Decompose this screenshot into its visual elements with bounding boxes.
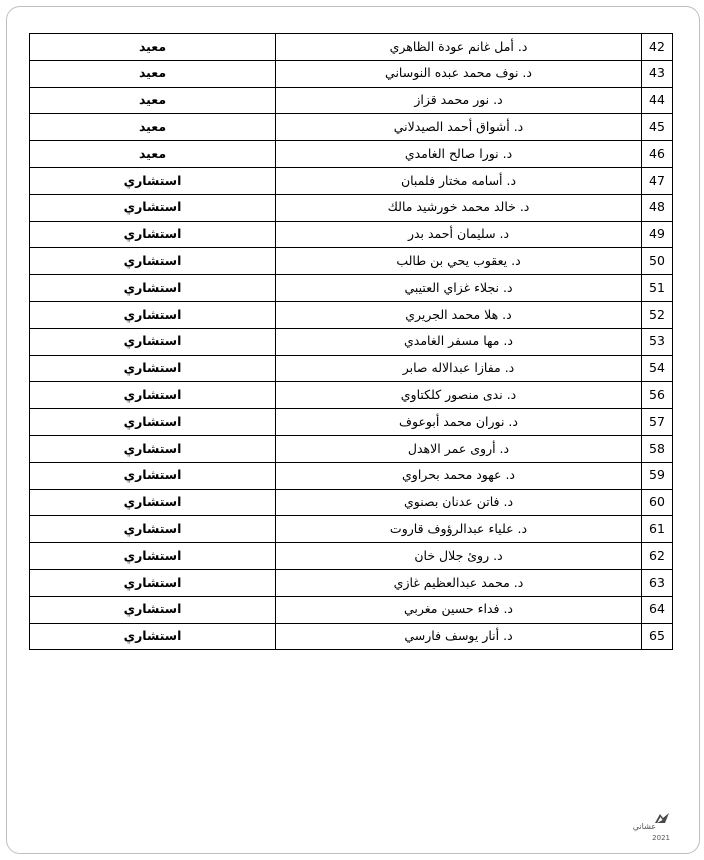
name-cell: د. عهود محمد بحراوي (276, 462, 642, 489)
number-cell: 54 (642, 355, 673, 382)
number-cell: 43 (642, 60, 673, 87)
number-cell: 64 (642, 596, 673, 623)
title-cell: استشاري (30, 221, 276, 248)
number-cell: 61 (642, 516, 673, 543)
title-cell: استشاري (30, 435, 276, 462)
number-cell: 51 (642, 275, 673, 302)
title-cell: استشاري (30, 409, 276, 436)
name-cell: د. مفازا عبدالاله صابر (276, 355, 642, 382)
name-cell: د. فاتن عدنان بصنوي (276, 489, 642, 516)
name-cell: د. أنار يوسف فارسي (276, 623, 642, 650)
number-cell: 56 (642, 382, 673, 409)
table-row (30, 569, 673, 596)
name-cell: د. نوران محمد أبوعوف (276, 409, 642, 436)
title-cell: استشاري (30, 167, 276, 194)
table-row (30, 275, 673, 302)
swoosh-logo-icon (654, 812, 670, 824)
number-cell: 62 (642, 543, 673, 570)
roster-table-body (30, 34, 673, 650)
name-cell: د. محمد عبدالعظيم غازي (276, 569, 642, 596)
table-row (30, 301, 673, 328)
name-cell: د. روئ جلال خان (276, 543, 642, 570)
table-row (30, 167, 673, 194)
table-row (30, 87, 673, 114)
title-cell: معيد (30, 60, 276, 87)
table-row (30, 114, 673, 141)
number-cell: 48 (642, 194, 673, 221)
name-cell: د. أمل غانم عودة الظاهري (276, 34, 642, 61)
number-cell: 46 (642, 141, 673, 168)
table-row (30, 435, 673, 462)
table-row (30, 489, 673, 516)
name-cell: د. أسامه مختار فلمبان (276, 167, 642, 194)
title-cell: استشاري (30, 248, 276, 275)
table-row (30, 516, 673, 543)
number-cell: 42 (642, 34, 673, 61)
title-cell: استشاري (30, 382, 276, 409)
name-cell: د. خالد محمد خورشيد مالك (276, 194, 642, 221)
number-cell: 59 (642, 462, 673, 489)
name-cell: د. يعقوب يحي بن طالب (276, 248, 642, 275)
name-cell: د. مها مسفر الغامدي (276, 328, 642, 355)
title-cell: استشاري (30, 355, 276, 382)
number-cell: 50 (642, 248, 673, 275)
name-cell: د. أروى عمر الاهدل (276, 435, 642, 462)
name-cell: د. ندى منصور كلكتاوي (276, 382, 642, 409)
name-cell: د. أشواق أحمد الصيدلاني (276, 114, 642, 141)
logo-year: 2021 (652, 834, 670, 842)
title-cell: معيد (30, 141, 276, 168)
number-cell: 52 (642, 301, 673, 328)
table-row (30, 60, 673, 87)
name-cell: د. نجلاء غزاي العتيبي (276, 275, 642, 302)
table-row (30, 328, 673, 355)
title-cell: استشاري (30, 328, 276, 355)
title-cell: استشاري (30, 596, 276, 623)
table-row (30, 141, 673, 168)
title-cell: استشاري (30, 301, 276, 328)
number-cell: 63 (642, 569, 673, 596)
title-cell: معيد (30, 87, 276, 114)
title-cell: استشاري (30, 194, 276, 221)
name-cell: د. نوف محمد عبده النوساني (276, 60, 642, 87)
table-row (30, 34, 673, 61)
title-cell: استشاري (30, 275, 276, 302)
number-cell: 45 (642, 114, 673, 141)
name-cell: د. نورا صالح الغامدي (276, 141, 642, 168)
name-cell: د. فداء حسين مغربي (276, 596, 642, 623)
number-cell: 65 (642, 623, 673, 650)
title-cell: استشاري (30, 543, 276, 570)
number-cell: 53 (642, 328, 673, 355)
title-cell: معيد (30, 114, 276, 141)
table-row (30, 462, 673, 489)
footer-logo (622, 812, 670, 848)
name-cell: د. هلا محمد الجريري (276, 301, 642, 328)
name-cell: د. علياء عبدالرؤوف قاروت (276, 516, 642, 543)
table-row (30, 221, 673, 248)
title-cell: استشاري (30, 569, 276, 596)
logo-text: عشاني (632, 822, 656, 831)
number-cell: 49 (642, 221, 673, 248)
table-row (30, 355, 673, 382)
number-cell: 58 (642, 435, 673, 462)
title-cell: استشاري (30, 516, 276, 543)
number-cell: 47 (642, 167, 673, 194)
table-row (30, 543, 673, 570)
table-row (30, 409, 673, 436)
title-cell: استشاري (30, 462, 276, 489)
table-row (30, 596, 673, 623)
title-cell: استشاري (30, 623, 276, 650)
number-cell: 57 (642, 409, 673, 436)
title-cell: استشاري (30, 489, 276, 516)
table-row (30, 623, 673, 650)
number-cell: 44 (642, 87, 673, 114)
table-row (30, 248, 673, 275)
table-row (30, 382, 673, 409)
name-cell: د. نور محمد قزاز (276, 87, 642, 114)
title-cell: معيد (30, 34, 276, 61)
name-cell: د. سليمان أحمد بدر (276, 221, 642, 248)
roster-table (29, 33, 673, 650)
table-row (30, 194, 673, 221)
number-cell: 60 (642, 489, 673, 516)
